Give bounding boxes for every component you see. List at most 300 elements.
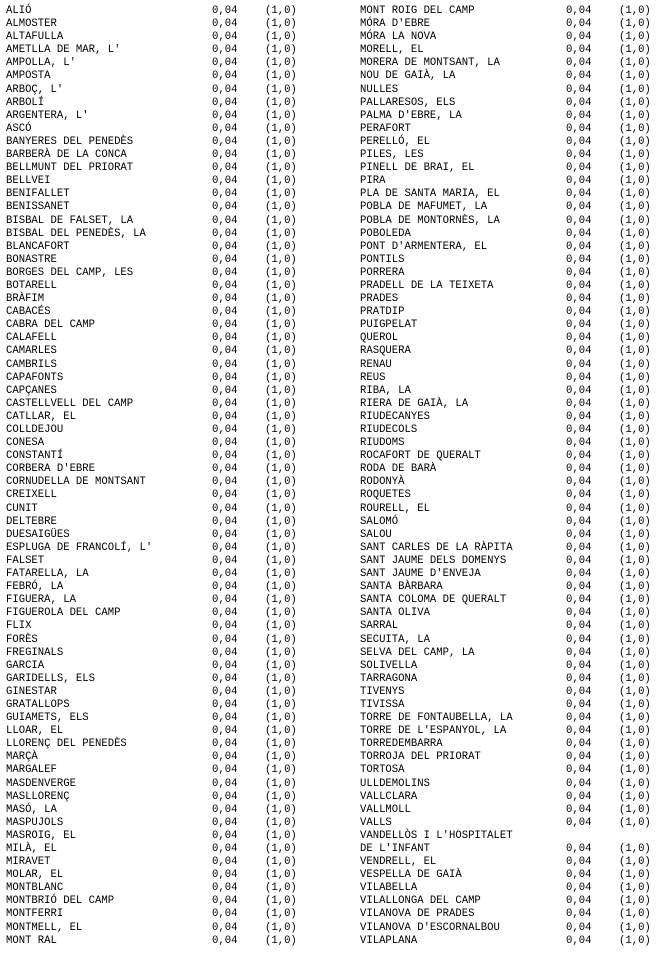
coefficient-value: 0,04 — [212, 633, 238, 646]
table-row — [360, 437, 660, 450]
factor-value: (1,0) — [619, 188, 651, 201]
municipality-name: MASÓ, LA — [6, 803, 57, 816]
coefficient-value: 0,04 — [212, 149, 238, 162]
municipality-name: FREGINALS — [6, 646, 64, 659]
coefficient-value: 0,04 — [566, 633, 592, 646]
table-row — [360, 804, 660, 817]
table-row — [360, 895, 660, 908]
factor-value: (1,0) — [265, 135, 297, 148]
municipality-name: SOLIVELLA — [360, 659, 418, 672]
municipality-name: BENIFALLET — [6, 188, 70, 201]
table-row — [360, 215, 660, 228]
factor-value: (1,0) — [619, 725, 651, 738]
factor-value: (1,0) — [619, 135, 651, 148]
municipality-name: BISBAL DE FALSET, LA — [6, 214, 134, 227]
coefficient-value: 0,04 — [566, 908, 592, 921]
right-column — [360, 5, 660, 948]
table-row — [360, 188, 660, 201]
table-row — [360, 529, 660, 542]
coefficient-value: 0,04 — [566, 803, 592, 816]
table-row — [360, 241, 660, 254]
table-row — [6, 830, 306, 843]
factor-value: (1,0) — [265, 895, 297, 908]
table-row — [360, 843, 660, 856]
table-row — [360, 935, 660, 948]
coefficient-value: 0,04 — [566, 528, 592, 541]
coefficient-value: 0,04 — [212, 18, 238, 31]
table-row — [360, 5, 660, 18]
coefficient-value: 0,04 — [566, 764, 592, 777]
factor-value: (1,0) — [619, 816, 651, 829]
table-row — [6, 149, 306, 162]
table-row — [6, 869, 306, 882]
coefficient-value: 0,04 — [212, 122, 238, 135]
municipality-name: MARÇÀ — [6, 751, 38, 764]
coefficient-value: 0,04 — [212, 5, 238, 17]
table-row — [6, 228, 306, 241]
municipality-name: PERELLÓ, EL — [360, 135, 430, 148]
coefficient-value: 0,04 — [566, 240, 592, 253]
factor-value: (1,0) — [619, 266, 651, 279]
factor-value: (1,0) — [619, 371, 651, 384]
municipality-name: SANTA COLOMA DE QUERALT — [360, 594, 507, 607]
factor-value: (1,0) — [265, 607, 297, 620]
factor-value: (1,0) — [265, 384, 297, 397]
coefficient-value: 0,04 — [212, 358, 238, 371]
factor-value: (1,0) — [265, 502, 297, 515]
factor-value: (1,0) — [619, 843, 651, 855]
table-row — [360, 869, 660, 882]
table-row — [6, 908, 306, 921]
municipality-name: VILALLONGA DEL CAMP — [360, 895, 481, 908]
factor-value: (1,0) — [265, 712, 297, 725]
table-row — [360, 280, 660, 293]
coefficient-value: 0,04 — [212, 620, 238, 633]
coefficient-value: 0,04 — [566, 856, 592, 869]
municipality-name: CAMARLES — [6, 345, 57, 358]
factor-value: (1,0) — [265, 908, 297, 921]
municipality-name: NULLES — [360, 83, 399, 96]
table-row — [6, 542, 306, 555]
municipality-name: PRATDIP — [360, 306, 405, 319]
factor-value: (1,0) — [265, 764, 297, 777]
coefficient-value: 0,04 — [566, 162, 592, 175]
table-row — [360, 738, 660, 751]
table-row — [6, 555, 306, 568]
factor-value: (1,0) — [265, 371, 297, 384]
coefficient-value: 0,04 — [566, 306, 592, 319]
coefficient-value: 0,04 — [566, 253, 592, 266]
municipality-name: TORROJA DEL PRIORAT — [360, 751, 481, 764]
factor-value: (1,0) — [265, 279, 297, 292]
municipality-name: RIBA, LA — [360, 384, 411, 397]
municipality-name: CABACÉS — [6, 306, 51, 319]
municipality-name: MILÀ, EL — [6, 843, 57, 855]
coefficient-value: 0,04 — [566, 581, 592, 594]
municipality-name: QUEROL — [360, 332, 399, 345]
coefficient-value: 0,04 — [566, 515, 592, 528]
coefficient-value: 0,04 — [212, 541, 238, 554]
table-row — [360, 922, 660, 935]
coefficient-value: 0,04 — [212, 738, 238, 751]
table-row — [360, 411, 660, 424]
table-row — [6, 660, 306, 673]
municipality-name: TORTOSA — [360, 764, 405, 777]
municipality-name: ARBOÇ, L' — [6, 83, 64, 96]
factor-value: (1,0) — [619, 934, 651, 947]
municipality-name: PONTILS — [360, 253, 405, 266]
municipality-name: CAPÇANES — [6, 384, 57, 397]
coefficient-value: 0,04 — [212, 424, 238, 436]
factor-value: (1,0) — [619, 712, 651, 725]
factor-value: (1,0) — [619, 424, 651, 436]
factor-value: (1,0) — [265, 463, 297, 476]
table-row — [360, 293, 660, 306]
factor-value: (1,0) — [619, 332, 651, 345]
table-row — [6, 280, 306, 293]
factor-value: (1,0) — [265, 5, 297, 17]
municipality-name: VESPELLA DE GAIÀ — [360, 869, 462, 882]
factor-value: (1,0) — [265, 646, 297, 659]
table-row — [6, 712, 306, 725]
factor-value: (1,0) — [265, 57, 297, 70]
coefficient-value: 0,04 — [212, 790, 238, 803]
coefficient-value: 0,04 — [566, 489, 592, 502]
coefficient-value: 0,04 — [566, 424, 592, 436]
municipality-name: PRADELL DE LA TEIXETA — [360, 279, 494, 292]
factor-value: (1,0) — [265, 541, 297, 554]
factor-value: (1,0) — [619, 162, 651, 175]
coefficient-value: 0,04 — [566, 410, 592, 423]
table-row — [360, 516, 660, 529]
factor-value: (1,0) — [619, 620, 651, 633]
coefficient-value: 0,04 — [212, 135, 238, 148]
table-row — [360, 57, 660, 70]
table-row — [360, 555, 660, 568]
municipality-name: MÓRA D'EBRE — [360, 18, 430, 31]
municipality-name: LLOAR, EL — [6, 725, 64, 738]
municipality-name: SARRAL — [360, 620, 399, 633]
coefficient-value: 0,04 — [566, 18, 592, 31]
municipality-name: FATARELLA, LA — [6, 568, 89, 581]
factor-value: (1,0) — [619, 463, 651, 476]
municipality-name: CORNUDELLA DE MONTSANT — [6, 476, 146, 489]
factor-value: (1,0) — [265, 332, 297, 345]
coefficient-value: 0,04 — [566, 659, 592, 672]
municipality-name: CORBERA D'EBRE — [6, 463, 96, 476]
coefficient-value: 0,04 — [212, 214, 238, 227]
table-row — [360, 31, 660, 44]
table-row — [360, 254, 660, 267]
municipality-name: DUESAIGÜES — [6, 528, 70, 541]
table-row — [360, 620, 660, 633]
municipality-name: PORRERA — [360, 266, 405, 279]
factor-value: (1,0) — [619, 5, 651, 17]
coefficient-value: 0,04 — [566, 279, 592, 292]
factor-value: (1,0) — [265, 672, 297, 685]
coefficient-value: 0,04 — [212, 777, 238, 790]
coefficient-value: 0,04 — [566, 332, 592, 345]
coefficient-value: 0,04 — [212, 384, 238, 397]
factor-value: (1,0) — [619, 109, 651, 122]
coefficient-value: 0,04 — [212, 227, 238, 240]
coefficient-value: 0,04 — [212, 816, 238, 829]
municipality-name: ALIÓ — [6, 5, 32, 17]
municipality-name: BORGES DEL CAMP, LES — [6, 266, 134, 279]
table-row — [6, 385, 306, 398]
municipality-name: VENDRELL, EL — [360, 856, 437, 869]
factor-value: (1,0) — [619, 803, 651, 816]
factor-value: (1,0) — [619, 646, 651, 659]
table-row — [6, 70, 306, 83]
table-row — [6, 215, 306, 228]
factor-value: (1,0) — [265, 345, 297, 358]
factor-value: (1,0) — [265, 83, 297, 96]
table-row — [360, 817, 660, 830]
coefficient-value: 0,04 — [566, 201, 592, 214]
coefficient-value: 0,04 — [566, 44, 592, 57]
factor-value: (1,0) — [265, 319, 297, 332]
municipality-name: MASPUJOLS — [6, 816, 64, 829]
factor-value: (1,0) — [619, 489, 651, 502]
coefficient-value: 0,04 — [212, 175, 238, 188]
coefficient-value: 0,04 — [212, 476, 238, 489]
table-row — [360, 607, 660, 620]
municipality-name: PINELL DE BRAI, EL — [360, 162, 475, 175]
factor-value: (1,0) — [619, 96, 651, 109]
municipality-name: MOLAR, EL — [6, 869, 64, 882]
municipality-name: RIERA DE GAIÀ, LA — [360, 397, 469, 410]
table-row — [6, 97, 306, 110]
table-row — [360, 136, 660, 149]
municipality-name: RIUDECOLS — [360, 424, 418, 436]
table-row — [360, 908, 660, 921]
table-row — [360, 18, 660, 31]
municipality-name: CREIXELL — [6, 489, 57, 502]
municipality-name: MONTMELL, EL — [6, 921, 83, 934]
table-row — [6, 84, 306, 97]
coefficient-value: 0,04 — [212, 934, 238, 947]
table-row — [6, 411, 306, 424]
factor-value: (1,0) — [265, 476, 297, 489]
table-row — [6, 267, 306, 280]
municipality-name: CUNIT — [6, 502, 38, 515]
table-row — [6, 57, 306, 70]
table-row — [6, 489, 306, 502]
coefficient-value: 0,04 — [212, 437, 238, 450]
factor-value: (1,0) — [265, 528, 297, 541]
table-row — [6, 123, 306, 136]
table-row — [6, 241, 306, 254]
factor-value: (1,0) — [265, 188, 297, 201]
factor-value: (1,0) — [619, 122, 651, 135]
table-row — [360, 228, 660, 241]
coefficient-value: 0,04 — [212, 109, 238, 122]
factor-value: (1,0) — [265, 803, 297, 816]
table-row — [6, 162, 306, 175]
municipality-name: PUIGPELAT — [360, 319, 418, 332]
factor-value: (1,0) — [619, 528, 651, 541]
coefficient-value: 0,04 — [212, 279, 238, 292]
coefficient-value: 0,04 — [212, 397, 238, 410]
factor-value: (1,0) — [619, 908, 651, 921]
factor-value: (1,0) — [619, 384, 651, 397]
factor-value: (1,0) — [619, 83, 651, 96]
factor-value: (1,0) — [619, 895, 651, 908]
municipality-name: CALAFELL — [6, 332, 57, 345]
table-row — [360, 175, 660, 188]
factor-value: (1,0) — [265, 869, 297, 882]
factor-value: (1,0) — [265, 921, 297, 934]
coefficient-value: 0,04 — [566, 725, 592, 738]
factor-value: (1,0) — [265, 489, 297, 502]
coefficient-value: 0,04 — [566, 790, 592, 803]
municipality-name: CATLLAR, EL — [6, 410, 76, 423]
table-row — [360, 568, 660, 581]
coefficient-value: 0,04 — [566, 175, 592, 188]
table-row — [6, 856, 306, 869]
table-row — [6, 18, 306, 31]
factor-value: (1,0) — [265, 554, 297, 567]
municipality-name: VILAPLANA — [360, 934, 418, 947]
coefficient-value: 0,04 — [212, 70, 238, 83]
coefficient-value: 0,04 — [566, 83, 592, 96]
coefficient-value: 0,04 — [566, 712, 592, 725]
table-row — [6, 424, 306, 437]
factor-value: (1,0) — [619, 764, 651, 777]
municipality-name: MÓRA LA NOVA — [360, 31, 437, 44]
table-row — [360, 542, 660, 555]
coefficient-value: 0,04 — [566, 934, 592, 947]
municipality-name: POBOLEDA — [360, 227, 411, 240]
municipality-name: TORREDEMBARRA — [360, 738, 443, 751]
table-row — [6, 372, 306, 385]
factor-value: (1,0) — [265, 437, 297, 450]
coefficient-value: 0,04 — [212, 594, 238, 607]
coefficient-value: 0,04 — [566, 109, 592, 122]
factor-value: (1,0) — [619, 253, 651, 266]
coefficient-value: 0,04 — [566, 266, 592, 279]
factor-value: (1,0) — [265, 122, 297, 135]
municipality-name: SELVA DEL CAMP, LA — [360, 646, 475, 659]
factor-value: (1,0) — [265, 829, 297, 842]
municipality-name: MONT ROIG DEL CAMP — [360, 5, 475, 17]
table-row — [6, 581, 306, 594]
table-row — [360, 778, 660, 791]
municipality-name: DELTEBRE — [6, 515, 57, 528]
table-row — [6, 594, 306, 607]
factor-value: (1,0) — [619, 44, 651, 57]
municipality-name: CAPAFONTS — [6, 371, 64, 384]
factor-value: (1,0) — [265, 44, 297, 57]
coefficient-value: 0,04 — [212, 319, 238, 332]
factor-value: (1,0) — [619, 502, 651, 515]
coefficient-value: 0,04 — [566, 476, 592, 489]
table-row — [6, 686, 306, 699]
municipality-name: ULLDEMOLINS — [360, 777, 430, 790]
municipality-name: TORRE DE FONTAUBELLA, LA — [360, 712, 513, 725]
factor-value: (1,0) — [265, 253, 297, 266]
municipality-name: MORELL, EL — [360, 44, 424, 57]
coefficient-value: 0,04 — [212, 712, 238, 725]
municipality-name: RENAU — [360, 358, 392, 371]
coefficient-value: 0,04 — [212, 843, 238, 855]
municipality-name: GRATALLOPS — [6, 698, 70, 711]
table-row — [360, 791, 660, 804]
table-row — [6, 516, 306, 529]
factor-value: (1,0) — [619, 358, 651, 371]
coefficient-value: 0,04 — [212, 345, 238, 358]
municipality-name: BANYERES DEL PENEDÈS — [6, 135, 134, 148]
table-row — [360, 856, 660, 869]
municipality-name: FALSET — [6, 554, 45, 567]
factor-value: (1,0) — [265, 293, 297, 306]
table-row — [360, 673, 660, 686]
municipality-name: SANT JAUME DELS DOMENYS — [360, 554, 507, 567]
factor-value: (1,0) — [265, 70, 297, 83]
table-row — [360, 201, 660, 214]
table-row — [6, 319, 306, 332]
coefficient-value: 0,04 — [212, 306, 238, 319]
table-row — [6, 31, 306, 44]
coefficient-value: 0,04 — [566, 214, 592, 227]
factor-value: (1,0) — [265, 358, 297, 371]
table-row — [360, 830, 660, 843]
factor-value: (1,0) — [619, 70, 651, 83]
table-row — [6, 359, 306, 372]
coefficient-value: 0,04 — [212, 869, 238, 882]
coefficient-value: 0,04 — [212, 581, 238, 594]
coefficient-value: 0,04 — [566, 751, 592, 764]
coefficient-value: 0,04 — [212, 188, 238, 201]
factor-value: (1,0) — [265, 162, 297, 175]
table-row — [360, 345, 660, 358]
municipality-name: BOTARELL — [6, 279, 57, 292]
municipality-name: BISBAL DEL PENEDÈS, LA — [6, 227, 146, 240]
municipality-name: VILABELLA — [360, 882, 418, 895]
coefficient-value: 0,04 — [212, 266, 238, 279]
municipality-name: PONT D'ARMENTERA, EL — [360, 240, 488, 253]
coefficient-value: 0,04 — [212, 672, 238, 685]
municipality-name: TIVENYS — [360, 685, 405, 698]
table-row — [360, 372, 660, 385]
factor-value: (1,0) — [619, 581, 651, 594]
municipality-name: SECUITA, LA — [360, 633, 430, 646]
factor-value: (1,0) — [265, 109, 297, 122]
municipality-name: VALLMOLL — [360, 803, 411, 816]
coefficient-value: 0,04 — [212, 410, 238, 423]
table-row — [6, 791, 306, 804]
factor-value: (1,0) — [265, 201, 297, 214]
municipality-name: BENISSANET — [6, 201, 70, 214]
factor-value: (1,0) — [619, 594, 651, 607]
factor-value: (1,0) — [265, 790, 297, 803]
municipality-name: RODA DE BARÀ — [360, 463, 437, 476]
coefficient-value: 0,04 — [212, 201, 238, 214]
coefficient-value: 0,04 — [566, 149, 592, 162]
factor-value: (1,0) — [619, 856, 651, 869]
factor-value: (1,0) — [619, 31, 651, 44]
table-row — [6, 778, 306, 791]
municipality-name: MORERA DE MONTSANT, LA — [360, 57, 500, 70]
table-row — [6, 450, 306, 463]
municipality-name: ROCAFORT DE QUERALT — [360, 450, 481, 463]
factor-value: (1,0) — [265, 685, 297, 698]
coefficient-value: 0,04 — [212, 725, 238, 738]
coefficient-value: 0,04 — [566, 188, 592, 201]
coefficient-value: 0,04 — [566, 568, 592, 581]
coefficient-value: 0,04 — [566, 685, 592, 698]
